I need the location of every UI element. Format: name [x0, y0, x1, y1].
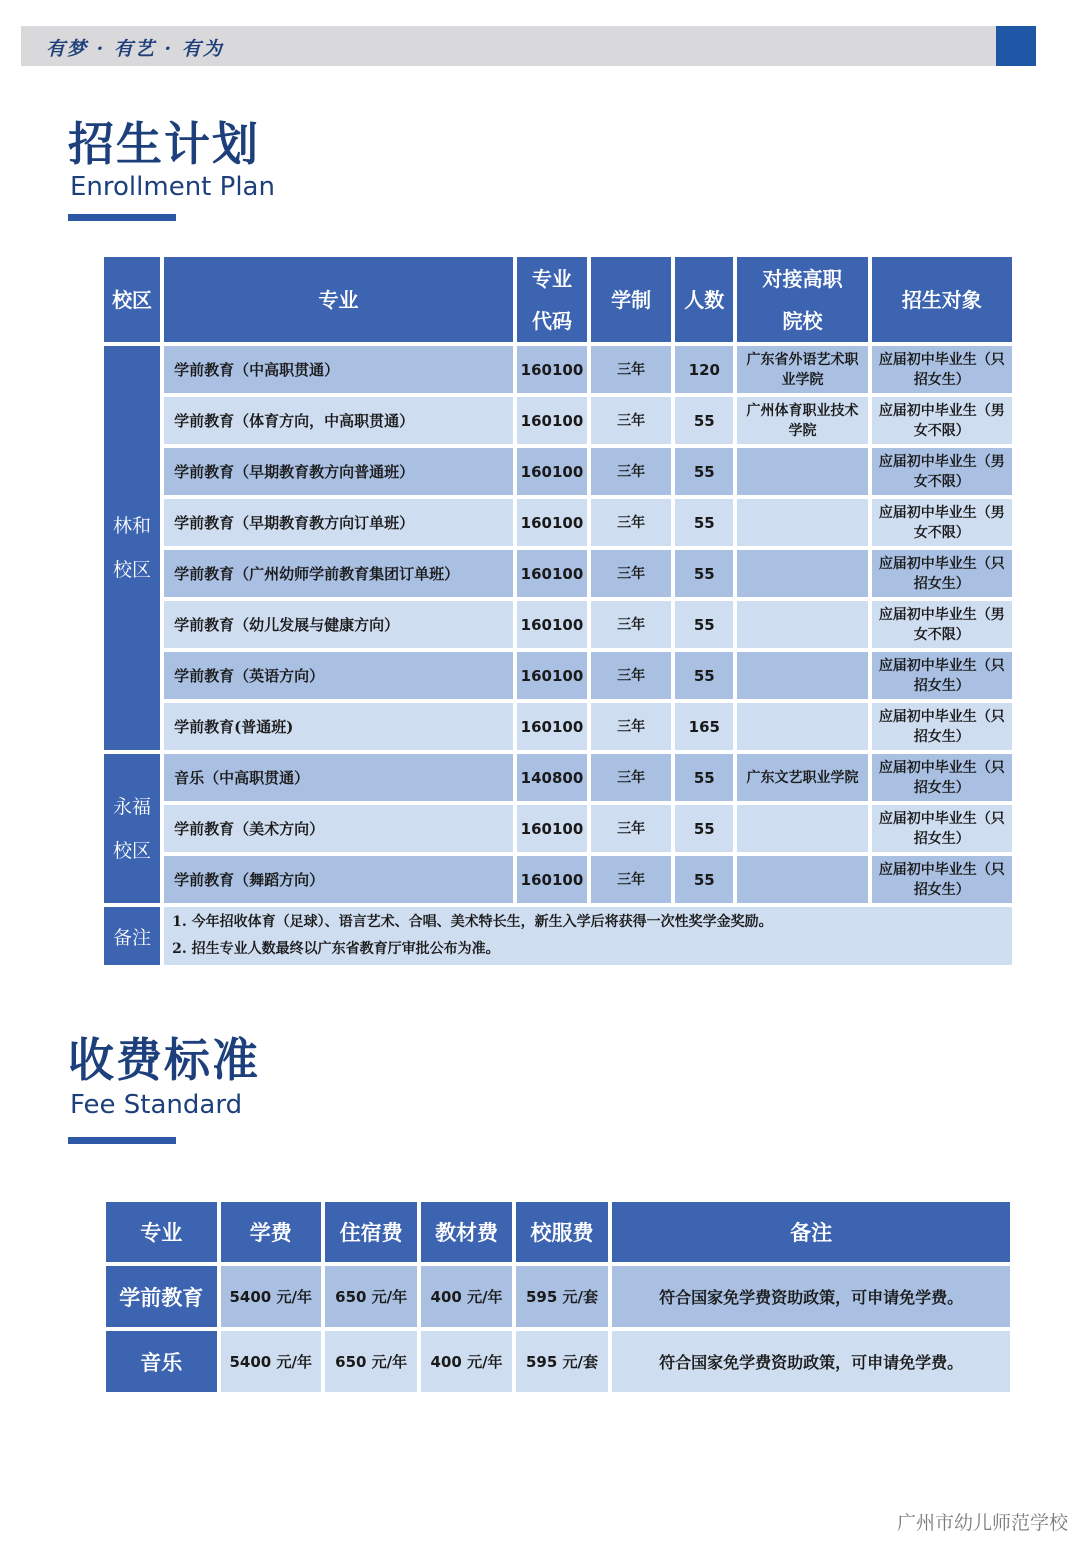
count-cell: 55 [675, 805, 733, 852]
count-cell: 55 [675, 448, 733, 495]
target-cell: 应届初中毕业生（男女不限） [872, 601, 1012, 648]
code-cell: 160100 [517, 448, 587, 495]
fee-section-title: 收费标准 [68, 1033, 260, 1087]
duration-cell: 三年 [591, 703, 671, 750]
notes-cell [164, 907, 1012, 965]
major-cell: 学前教育（英语方向） [164, 652, 513, 699]
code-cell: 160100 [517, 805, 587, 852]
code-cell: 160100 [517, 346, 587, 393]
major-cell: 学前教育（中高职贯通） [164, 346, 513, 393]
banner-square-decoration [996, 26, 1036, 66]
dorm-cell: 650 元/年 [325, 1266, 417, 1327]
table-row [106, 1266, 1010, 1327]
fee-section-subtitle: Fee Standard [70, 1090, 243, 1120]
target-cell: 应届初中毕业生（只招女生） [872, 652, 1012, 699]
header-cell: 住宿费 [325, 1202, 417, 1262]
college-cell: 广东文艺职业学院 [737, 754, 867, 801]
count-cell: 55 [675, 754, 733, 801]
table-row [104, 703, 1012, 750]
college-cell [737, 856, 867, 903]
count-cell: 55 [675, 550, 733, 597]
major-cell: 学前教育（早期教育教方向普通班） [164, 448, 513, 495]
code-cell: 160100 [517, 499, 587, 546]
header-cell: 专业 [164, 257, 513, 342]
fee-note-cell: 符合国家免学费资助政策，可申请免学费。 [612, 1266, 1010, 1327]
plan-section-subtitle: Enrollment Plan [70, 172, 275, 202]
college-cell [737, 652, 867, 699]
header-cell: 专业代码 [517, 257, 587, 342]
table-row [104, 652, 1012, 699]
header-cell: 校服费 [516, 1202, 608, 1262]
table-row [104, 754, 1012, 801]
target-cell: 应届初中毕业生（男女不限） [872, 448, 1012, 495]
tuition-cell: 5400 元/年 [221, 1266, 321, 1327]
plan-header-row [104, 257, 1012, 342]
college-cell: 广东省外语艺术职业学院 [737, 346, 867, 393]
target-cell: 应届初中毕业生（只招女生） [872, 805, 1012, 852]
uniform-cell: 595 元/套 [516, 1266, 608, 1327]
count-cell: 55 [675, 499, 733, 546]
duration-cell: 三年 [591, 448, 671, 495]
header-cell: 人数 [675, 257, 733, 342]
plan-title-underline [68, 214, 176, 221]
header-cell: 对接高职院校 [737, 257, 867, 342]
count-cell: 55 [675, 601, 733, 648]
table-row [104, 856, 1012, 903]
college-cell [737, 550, 867, 597]
count-cell: 55 [675, 397, 733, 444]
campus-cell: 永福校区 [104, 754, 160, 903]
fee-standard-table [102, 1198, 1014, 1396]
target-cell: 应届初中毕业生（只招女生） [872, 856, 1012, 903]
major-cell: 学前教育（早期教育教方向订单班） [164, 499, 513, 546]
duration-cell: 三年 [591, 805, 671, 852]
college-cell [737, 448, 867, 495]
books-cell: 400 元/年 [421, 1331, 511, 1392]
code-cell: 160100 [517, 397, 587, 444]
duration-cell: 三年 [591, 856, 671, 903]
header-cell: 教材费 [421, 1202, 511, 1262]
code-cell: 140800 [517, 754, 587, 801]
header-cell: 学制 [591, 257, 671, 342]
code-cell: 160100 [517, 652, 587, 699]
header-cell: 招生对象 [872, 257, 1012, 342]
college-cell [737, 703, 867, 750]
target-cell: 应届初中毕业生（男女不限） [872, 397, 1012, 444]
tuition-cell: 5400 元/年 [221, 1331, 321, 1392]
header-cell: 备注 [612, 1202, 1010, 1262]
fee-note-cell: 符合国家免学费资助政策，可申请免学费。 [612, 1331, 1010, 1392]
duration-cell: 三年 [591, 397, 671, 444]
fee-title-underline [68, 1137, 176, 1144]
header-cell: 专业 [106, 1202, 217, 1262]
major-cell: 学前教育（舞蹈方向） [164, 856, 513, 903]
count-cell: 165 [675, 703, 733, 750]
major-cell: 学前教育（幼儿发展与健康方向） [164, 601, 513, 648]
code-cell: 160100 [517, 703, 587, 750]
books-cell: 400 元/年 [421, 1266, 511, 1327]
dorm-cell: 650 元/年 [325, 1331, 417, 1392]
note-line: 1. 今年招收体育（足球）、语言艺术、合唱、美术特长生，新生入学后将获得一次性奖学金奖励。 [172, 914, 773, 930]
table-row [104, 499, 1012, 546]
enrollment-plan-table [100, 253, 1016, 969]
college-cell [737, 805, 867, 852]
uniform-cell: 595 元/套 [516, 1331, 608, 1392]
table-row [104, 805, 1012, 852]
code-cell: 160100 [517, 601, 587, 648]
table-row [104, 601, 1012, 648]
major-cell: 学前教育(普通班) [164, 703, 513, 750]
top-banner [21, 26, 1036, 66]
duration-cell: 三年 [591, 652, 671, 699]
code-cell: 160100 [517, 856, 587, 903]
table-row [104, 397, 1012, 444]
header-cell: 校区 [104, 257, 160, 342]
count-cell: 120 [675, 346, 733, 393]
duration-cell: 三年 [591, 550, 671, 597]
target-cell: 应届初中毕业生（只招女生） [872, 754, 1012, 801]
target-cell: 应届初中毕业生（男女不限） [872, 499, 1012, 546]
fee-major-cell: 音乐 [106, 1331, 217, 1392]
target-cell: 应届初中毕业生（只招女生） [872, 550, 1012, 597]
college-cell [737, 499, 867, 546]
target-cell: 应届初中毕业生（只招女生） [872, 703, 1012, 750]
fee-header-row [106, 1202, 1010, 1262]
code-cell: 160100 [517, 550, 587, 597]
campus-cell: 林和校区 [104, 346, 160, 750]
college-cell: 广州体育职业技术学院 [737, 397, 867, 444]
college-cell [737, 601, 867, 648]
note-line: 2. 招生专业人数最终以广东省教育厅审批公布为准。 [172, 941, 500, 957]
duration-cell: 三年 [591, 346, 671, 393]
count-cell: 55 [675, 856, 733, 903]
target-cell: 应届初中毕业生（只招女生） [872, 346, 1012, 393]
notes-row [104, 907, 1012, 965]
duration-cell: 三年 [591, 601, 671, 648]
duration-cell: 三年 [591, 754, 671, 801]
count-cell: 55 [675, 652, 733, 699]
header-cell: 学费 [221, 1202, 321, 1262]
footer-watermark: 广州市幼儿师范学校 [896, 1512, 1068, 1534]
table-row [106, 1331, 1010, 1392]
major-cell: 学前教育（美术方向） [164, 805, 513, 852]
slogan: 有梦 · 有艺 · 有为 [46, 38, 224, 60]
major-cell: 学前教育（广州幼师学前教育集团订单班） [164, 550, 513, 597]
table-row [104, 346, 1012, 393]
fee-major-cell: 学前教育 [106, 1266, 217, 1327]
major-cell: 音乐（中高职贯通） [164, 754, 513, 801]
duration-cell: 三年 [591, 499, 671, 546]
table-row [104, 550, 1012, 597]
note-label: 备注 [104, 907, 160, 965]
major-cell: 学前教育（体育方向，中高职贯通） [164, 397, 513, 444]
plan-section-title: 招生计划 [68, 117, 260, 171]
table-row [104, 448, 1012, 495]
